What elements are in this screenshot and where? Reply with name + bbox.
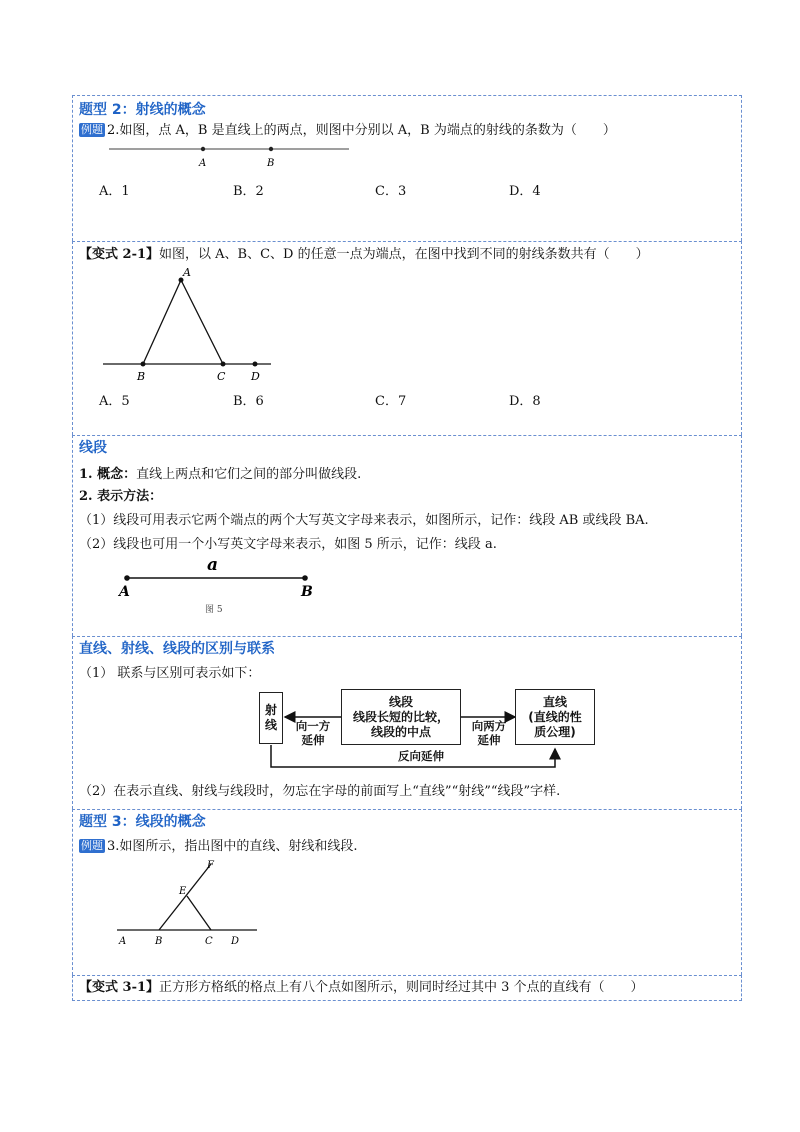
- figure-triangle: [95, 266, 295, 386]
- figure-line-ab: [101, 142, 361, 172]
- variant-label: 【变式 2-1】: [79, 247, 160, 262]
- question-line: [79, 120, 731, 142]
- section-ray-concept: [72, 95, 742, 241]
- point-c: [221, 362, 226, 367]
- concept-label: 1. 概念：: [79, 467, 137, 482]
- method-1: （1）线段可用表示它两个端点的两个大写英文字母来表示，如图所示，记作：线段 AB 或线段 BA.: [79, 513, 649, 528]
- figure-caption: 图 5: [205, 605, 223, 615]
- label-a: A: [119, 584, 130, 600]
- label-f: F: [207, 860, 214, 871]
- concept-text: 直线上两点和它们之间的部分叫做线段.: [136, 467, 362, 482]
- label-d: D: [231, 936, 240, 947]
- segment-ec: [187, 896, 211, 930]
- option-d[interactable]: D．4: [509, 184, 541, 199]
- figure-lines: [107, 858, 307, 958]
- section-segment: [72, 435, 742, 636]
- left-arrow-label: 向一方 延伸: [295, 719, 331, 747]
- side-ab: [143, 280, 181, 364]
- line-box: 直线 (直线的性 质公理): [515, 689, 595, 745]
- flow-diagram: [79, 689, 731, 777]
- label-a-lower: a: [207, 556, 219, 575]
- question-text: 正方形方格纸的格点上有八个点如图所示，则同时经过其中 3 个点的直线有（ ）: [159, 980, 644, 995]
- section-segment-concept: [72, 809, 742, 975]
- label-b: B: [267, 158, 275, 169]
- question-line: [79, 244, 731, 266]
- variant-label: 【变式 3-1】: [79, 980, 160, 995]
- option-d[interactable]: D．8: [509, 394, 541, 409]
- right-arrow-label: 向两方 延伸: [471, 719, 507, 747]
- example-tag: 例题: [81, 839, 103, 852]
- figure-segment-a: [113, 556, 343, 618]
- ray-box: 射 线: [259, 692, 283, 744]
- label-c: C: [205, 936, 213, 947]
- method-label: 2. 表示方法：: [79, 489, 163, 504]
- option-b[interactable]: B．6: [233, 394, 264, 409]
- option-a[interactable]: A．5: [99, 394, 130, 409]
- point-d: [253, 362, 258, 367]
- bottom-arrow-label: 反向延伸: [381, 749, 461, 763]
- worksheet: [72, 95, 742, 1001]
- point-b: [302, 575, 308, 581]
- question-text: 3.如图所示，指出图中的直线、射线和线段.: [107, 839, 358, 854]
- label-e: E: [179, 886, 187, 897]
- example-tag: 例题: [81, 123, 103, 136]
- option-c[interactable]: C．3: [375, 184, 407, 199]
- section-title: 题型 3：线段的概念: [79, 814, 206, 830]
- section-title: 线段: [79, 440, 107, 456]
- option-a[interactable]: A．1: [99, 184, 130, 199]
- option-c[interactable]: C．7: [375, 394, 407, 409]
- label-b: B: [155, 936, 163, 947]
- section-variant-3-1: [72, 975, 742, 1001]
- label-b: B: [301, 584, 313, 600]
- section-title: 题型 2：射线的概念: [79, 102, 206, 118]
- section-difference: [72, 636, 742, 809]
- point-b: [269, 147, 273, 151]
- label-a: A: [183, 266, 191, 279]
- point-a: [124, 575, 130, 581]
- label-a: A: [119, 936, 127, 947]
- option-b[interactable]: B．2: [233, 184, 264, 199]
- question-text: 2.如图，点 A，B 是直线上的两点，则图中分别以 A，B 为端点的射线的条数为（ ）: [107, 123, 616, 138]
- method-2: （2）线段也可用一个小写英文字母来表示，如图 5 所示，记作：线段 a.: [79, 537, 497, 552]
- label-c: C: [217, 370, 226, 383]
- point-b: [141, 362, 146, 367]
- question-line: [79, 836, 731, 858]
- item-2: （2）在表示直线、射线与线段时，勿忘在字母的前面写上“直线”“射线”“线段”字样.: [79, 784, 561, 799]
- question-line: [79, 977, 731, 999]
- label-a: A: [199, 158, 207, 169]
- options: [99, 182, 731, 202]
- section-variant-2-1: [72, 241, 742, 435]
- options: [99, 392, 731, 412]
- concept-line: [79, 464, 731, 486]
- question-text: 如图，以 A、B、C、D 的任意一点为端点，在图中找到不同的射线条数共有（ ）: [159, 247, 649, 262]
- point-a: [201, 147, 205, 151]
- section-title: 直线、射线、线段的区别与联系: [79, 641, 275, 657]
- label-b: B: [137, 370, 146, 383]
- ray-bf: [159, 864, 211, 930]
- item-1: （1） 联系与区别可表示如下：: [79, 666, 261, 681]
- segment-box: 线段 线段长短的比较， 线段的中点: [341, 689, 461, 745]
- side-ac: [181, 280, 223, 364]
- label-d: D: [251, 370, 260, 383]
